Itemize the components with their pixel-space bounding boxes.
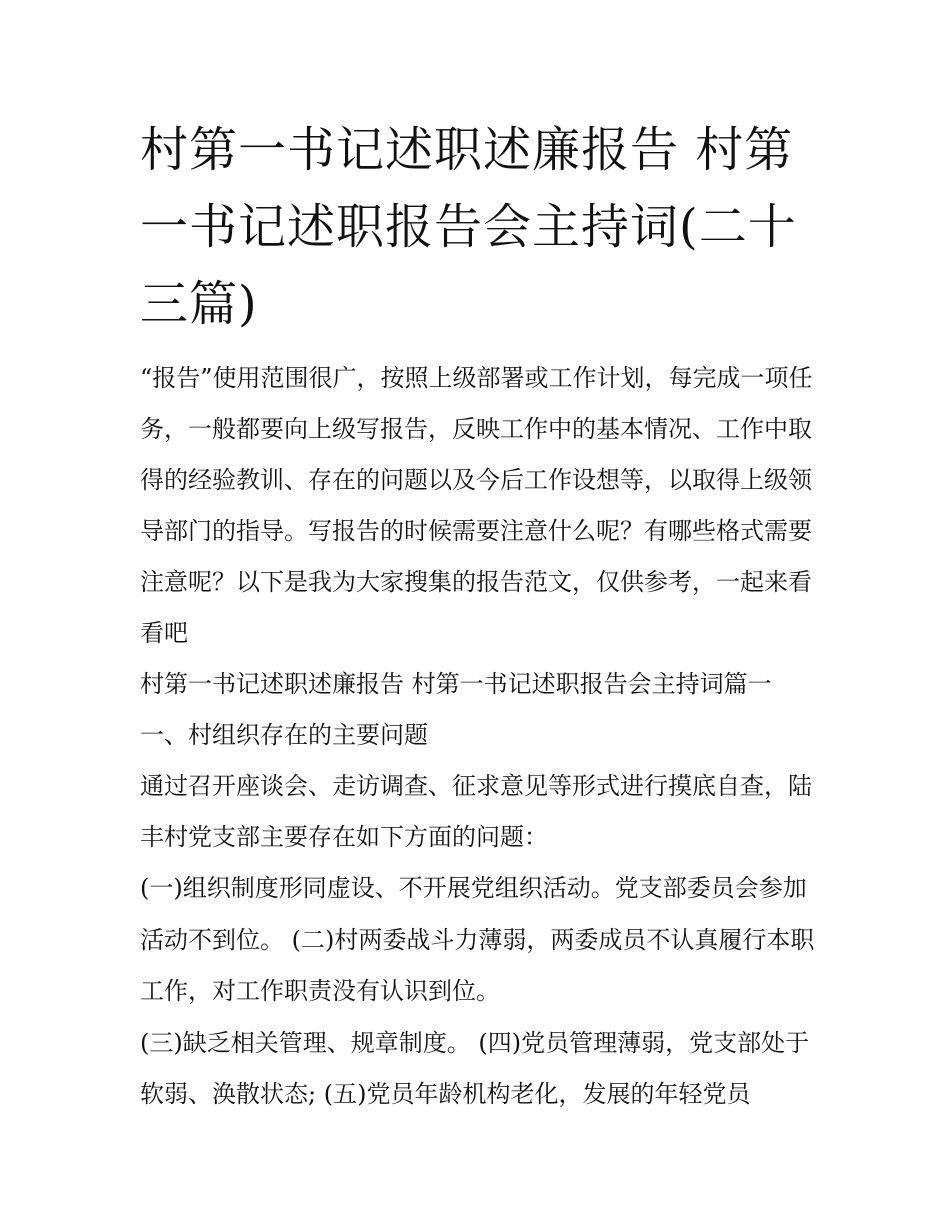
subsection-heading: 一、村组织存在的主要问题 [140, 721, 428, 749]
body-paragraph: 通过召开座谈会、走访调查、征求意见等形式进行摸底自查，陆丰村党支部主要存在如下方面的问题： [140, 772, 812, 851]
body-paragraph: (三)缺乏相关管理、规章制度。 (四)党员管理薄弱，党支部处于软弱、涣散状态; (五)党员年龄机构老化，发展的年轻党员 [140, 1028, 810, 1108]
section-heading: 村第一书记述职述廉报告 村第一书记述职报告会主持词篇一 [140, 670, 772, 698]
body-paragraph: (一)组织制度形同虚设、不开展党组织活动。党支部委员会参加活动不到位。 (二)村两委战斗力薄弱，两委成员不认真履行本职工作，对工作职责没有认识到位。 [140, 874, 815, 1005]
document-title: 村第一书记述职述廉报告 村第一书记述职报告会主持词(二十三篇) [140, 122, 797, 332]
intro-paragraph: “报告”使用范围很广，按照上级部署或工作计划，每完成一项任务，一般都要向上级写报告，反映工作中的基本情况、工作中取得的经验教训、存在的问题以及今后工作设想等，以取得上级领导部门的指导。写报告的时候需要注意什么呢？有哪些格式需要注意呢？以下是我为大家搜集的报告范文，仅供参考，一起来看看吧 [140, 364, 813, 647]
document-body [140, 353, 820, 1121]
